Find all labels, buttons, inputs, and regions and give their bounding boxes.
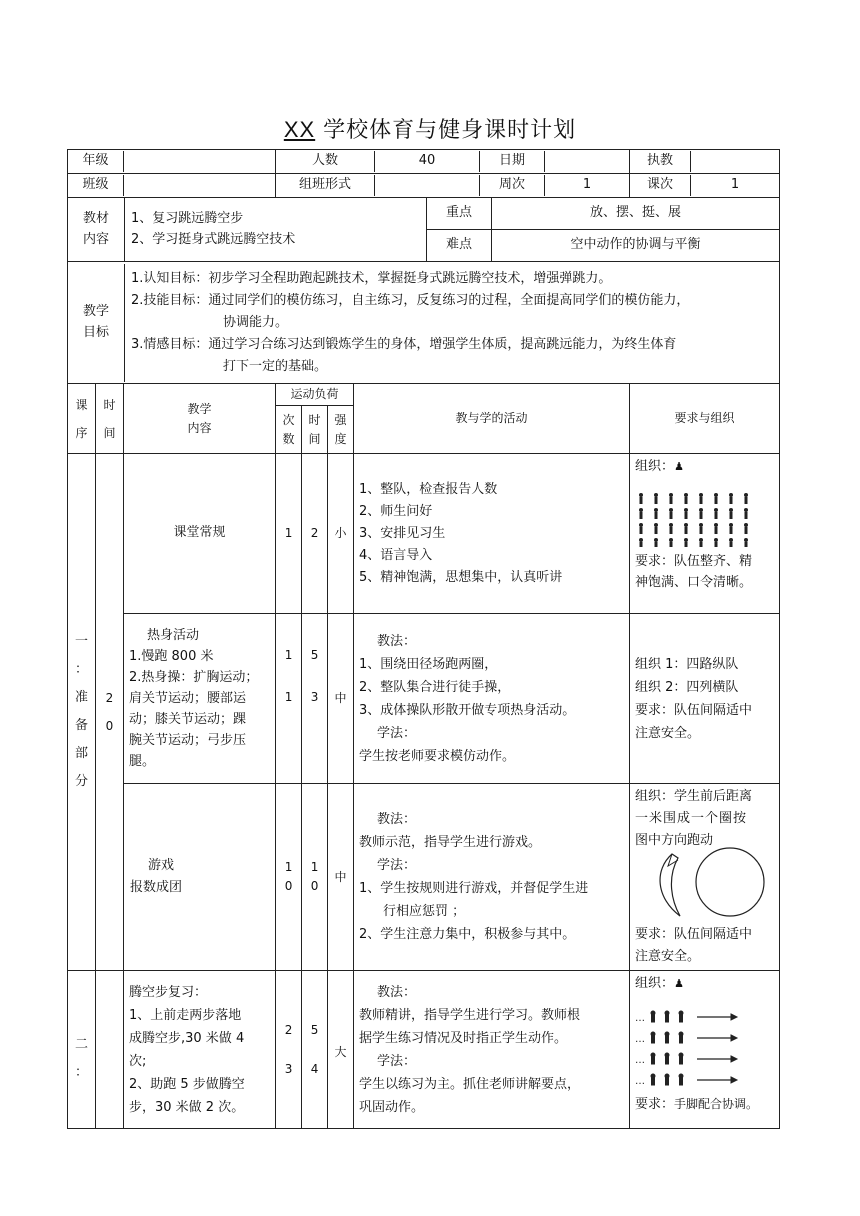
duration-value: 1 0 bbox=[302, 784, 328, 971]
key-value: 放、摆、挺、展 bbox=[492, 198, 780, 229]
form-value bbox=[375, 175, 480, 195]
duration-value: 2 bbox=[302, 454, 328, 614]
teacher-value bbox=[691, 151, 780, 171]
requirements-cell: 组织 1：四路纵队 组织 2：四列横队 要求：队伍间隔适中 注意安全。 bbox=[630, 614, 780, 784]
student-figure-icon bbox=[651, 1011, 655, 1015]
arrow-right-icon bbox=[731, 1077, 737, 1083]
relay-formation-icon bbox=[635, 1007, 765, 1093]
student-figure-icon bbox=[714, 508, 718, 512]
requirements-cell: 组织：学生前后距离 一米围成一个圈按 图中方向跑动 要求：队伍间隔适中 注意安全。 bbox=[630, 784, 780, 971]
table-row bbox=[68, 454, 780, 614]
student-figure-icon bbox=[669, 493, 673, 497]
org-label: 组织： bbox=[635, 976, 675, 991]
page-title bbox=[0, 113, 860, 144]
student-figure-icon bbox=[669, 523, 673, 527]
arrow-right-icon bbox=[731, 1056, 737, 1062]
student-figure-icon bbox=[655, 497, 658, 504]
times-value: 2 3 bbox=[276, 971, 302, 1129]
student-figure-icon bbox=[699, 493, 703, 497]
student-figure-icon bbox=[651, 1053, 655, 1057]
material-content bbox=[125, 198, 427, 261]
lesson-value: 1 bbox=[691, 175, 780, 195]
student-figure-icon bbox=[680, 1015, 683, 1022]
student-figure-icon bbox=[685, 512, 688, 519]
content-warmup: 热身活动 1.慢跑 800 米 2.热身操：扩胸运动； 肩关节运动；腰部运 动；膝关节运动；踝 腕关节运动；弓步压 腿。 bbox=[124, 614, 276, 784]
student-figure-icon bbox=[655, 542, 658, 547]
difficulty-label: 难点 bbox=[427, 229, 492, 261]
teacher-figure-icon: ♟ bbox=[674, 460, 684, 473]
student-figure-icon bbox=[652, 1057, 655, 1064]
student-formation-icon bbox=[635, 489, 765, 547]
col-phase: 课 序 bbox=[68, 384, 96, 454]
ellipsis-icon: … bbox=[635, 1034, 646, 1045]
time-cell-2 bbox=[96, 971, 124, 1129]
col-activities: 教与学的活动 bbox=[354, 384, 630, 454]
student-figure-icon bbox=[729, 523, 733, 527]
student-figure-icon bbox=[699, 523, 703, 527]
student-figure-icon bbox=[730, 497, 733, 504]
material-item: 2、学习挺身式跳远腾空技术 bbox=[131, 231, 296, 247]
goal-line: 1.认知目标：初步学习全程助跑起跳技术，掌握挺身式跳远腾空技术，增强弹跳力。 bbox=[131, 270, 612, 286]
student-figure-icon bbox=[679, 1053, 683, 1057]
col-intensity: 强 度 bbox=[328, 406, 354, 454]
student-figure-icon bbox=[715, 527, 718, 534]
grade-label: 年级 bbox=[82, 153, 109, 169]
activities-cell: 1、整队，检查报告人数 2、师生问好 3、安排见习生 4、语言导入 5、精神饱满，思想集中，认真听讲 bbox=[354, 454, 630, 614]
student-figure-icon bbox=[685, 497, 688, 504]
teacher-label: 执教 bbox=[647, 153, 674, 169]
student-figure-icon bbox=[729, 493, 733, 497]
goal-line: 3.情感目标：通过学习合练习达到锻炼学生的身体，增强学生体质，提高跳远能力，为终生体育 bbox=[131, 336, 677, 352]
student-figure-icon bbox=[654, 523, 658, 527]
key-label: 重点 bbox=[445, 205, 472, 221]
times-value: 1 0 bbox=[276, 784, 302, 971]
times-value: 1 bbox=[276, 454, 302, 614]
student-figure-icon bbox=[655, 527, 658, 534]
difficulty-value: 空中动作的协调与平衡 bbox=[492, 229, 780, 261]
student-figure-icon bbox=[680, 1078, 683, 1085]
student-figure-icon bbox=[640, 497, 643, 504]
goals-content bbox=[125, 264, 780, 382]
time-cell-1: 2 0 bbox=[96, 454, 124, 971]
circle-run-diagram-icon bbox=[644, 846, 780, 918]
col-load: 运动负荷 bbox=[276, 384, 354, 406]
student-figure-icon bbox=[670, 527, 673, 534]
student-figure-icon bbox=[652, 1078, 655, 1085]
requirements-cell: 组织：♟ 要求：队伍整齐、精 神饱满、口令清晰。 bbox=[630, 454, 780, 614]
student-figure-icon bbox=[639, 538, 643, 542]
student-figure-icon bbox=[666, 1078, 669, 1085]
org-label: 组织： bbox=[635, 459, 675, 474]
student-figure-icon bbox=[714, 523, 718, 527]
student-figure-icon bbox=[670, 497, 673, 504]
student-figure-icon bbox=[639, 508, 643, 512]
col-times: 次 数 bbox=[276, 406, 302, 454]
student-figure-icon bbox=[729, 508, 733, 512]
student-figure-icon bbox=[665, 1053, 669, 1057]
student-figure-icon bbox=[666, 1015, 669, 1022]
student-figure-icon bbox=[666, 1057, 669, 1064]
goals-label: 教学 目标 bbox=[82, 304, 109, 340]
student-figure-icon bbox=[685, 527, 688, 534]
student-figure-icon bbox=[745, 542, 748, 547]
student-figure-icon bbox=[730, 527, 733, 534]
student-figure-icon bbox=[700, 512, 703, 519]
student-figure-icon bbox=[665, 1032, 669, 1036]
student-figure-icon bbox=[715, 512, 718, 519]
duration-value: 5 4 bbox=[302, 971, 328, 1129]
student-figure-icon bbox=[640, 512, 643, 519]
req-label: 要求： bbox=[635, 1097, 675, 1112]
student-figure-icon bbox=[669, 508, 673, 512]
col-requirements: 要求与组织 bbox=[630, 384, 780, 454]
student-figure-icon bbox=[654, 493, 658, 497]
student-figure-icon bbox=[729, 538, 733, 542]
col-duration: 时 间 bbox=[302, 406, 328, 454]
lesson-label: 课次 bbox=[647, 177, 674, 193]
intensity-value: 中 bbox=[328, 784, 354, 971]
student-figure-icon bbox=[639, 493, 643, 497]
intensity-value: 大 bbox=[328, 971, 354, 1129]
student-figure-icon bbox=[744, 508, 748, 512]
material-label: 教材 内容 bbox=[82, 211, 109, 247]
material-row bbox=[68, 198, 780, 262]
date-label: 日期 bbox=[480, 151, 545, 171]
table-row bbox=[68, 784, 780, 971]
student-figure-icon bbox=[714, 493, 718, 497]
grade-value bbox=[124, 151, 276, 171]
student-figure-icon bbox=[652, 1015, 655, 1022]
student-figure-icon bbox=[654, 538, 658, 542]
student-figure-icon bbox=[680, 1057, 683, 1064]
student-figure-icon bbox=[670, 512, 673, 519]
student-figure-icon bbox=[715, 497, 718, 504]
count-label: 人数 bbox=[312, 153, 339, 169]
lesson-plan-table bbox=[67, 149, 780, 1129]
student-figure-icon bbox=[730, 512, 733, 519]
student-figure-icon bbox=[745, 527, 748, 534]
table-row bbox=[68, 614, 780, 784]
student-figure-icon bbox=[654, 508, 658, 512]
student-figure-icon bbox=[744, 493, 748, 497]
student-figure-icon bbox=[679, 1074, 683, 1078]
student-figure-icon bbox=[640, 542, 643, 547]
student-figure-icon bbox=[655, 512, 658, 519]
student-figure-icon bbox=[700, 542, 703, 547]
activities-cell: 教法： 教师示范，指导学生进行游戏。 学法： 1、学生按规则进行游戏，并督促学生进 行相应惩罚 ； 2、学生注意力集中，积极参与其中。 bbox=[354, 784, 630, 971]
col-time: 时 间 bbox=[96, 384, 124, 454]
class-label: 班级 bbox=[82, 177, 109, 193]
ellipsis-icon: … bbox=[635, 1055, 646, 1066]
student-figure-icon bbox=[670, 542, 673, 547]
goals-row bbox=[68, 262, 780, 384]
activities-cell: 教法： 1、围绕田径场跑两圈， 2、整队集合进行徒手操， 3、成体操队形散开做专项热身活动。 学法： 学生按老师要求模仿动作。 bbox=[354, 614, 630, 784]
activities-cell: 教法： 教师精讲，指导学生进行学习。教师根 据学生练习情况及时指正学生动作。 学法： 学生以练习为主。抓住老师讲解要点， 巩固动作。 bbox=[354, 971, 630, 1129]
form-label: 组班形式 bbox=[299, 177, 352, 193]
week-value: 1 bbox=[545, 175, 630, 195]
date-value bbox=[545, 151, 630, 171]
teacher-figure-icon: ♟ bbox=[674, 977, 684, 990]
phase-cell-1: 一 ： 准 备 部 分 bbox=[68, 454, 96, 971]
goal-line: 打下一定的基础。 bbox=[223, 358, 328, 374]
phase-cell-2: 二 ： bbox=[68, 971, 96, 1129]
school-name-placeholder: XX bbox=[283, 117, 316, 142]
student-figure-icon bbox=[685, 542, 688, 547]
intensity-value: 小 bbox=[328, 454, 354, 614]
student-figure-icon bbox=[684, 508, 688, 512]
ellipsis-icon: … bbox=[635, 1013, 646, 1024]
content-game: 游戏 报数成团 bbox=[124, 784, 276, 971]
student-figure-icon bbox=[745, 512, 748, 519]
arrow-right-icon bbox=[731, 1014, 737, 1020]
ellipsis-icon: … bbox=[635, 1076, 646, 1087]
times-value: 1 1 bbox=[276, 614, 302, 784]
student-figure-icon bbox=[651, 1032, 655, 1036]
student-figure-icon bbox=[669, 538, 673, 542]
requirements-cell bbox=[630, 971, 780, 1129]
arrow-right-icon bbox=[731, 1035, 737, 1041]
student-figure-icon bbox=[651, 1074, 655, 1078]
student-figure-icon bbox=[652, 1036, 655, 1043]
intensity-value: 中 bbox=[328, 614, 354, 784]
table-row bbox=[68, 971, 780, 1129]
week-label: 周次 bbox=[480, 175, 545, 195]
student-figure-icon bbox=[744, 523, 748, 527]
student-figure-icon bbox=[744, 538, 748, 542]
student-figure-icon bbox=[730, 542, 733, 547]
student-figure-icon bbox=[700, 527, 703, 534]
student-figure-icon bbox=[684, 493, 688, 497]
count-value: 40 bbox=[375, 151, 480, 171]
student-figure-icon bbox=[745, 497, 748, 504]
student-figure-icon bbox=[700, 497, 703, 504]
student-figure-icon bbox=[684, 523, 688, 527]
title-text: 学校体育与健身课时计划 bbox=[323, 118, 577, 143]
student-figure-icon bbox=[684, 538, 688, 542]
student-figure-icon bbox=[665, 1074, 669, 1078]
column-header-row bbox=[68, 384, 780, 406]
student-figure-icon bbox=[639, 523, 643, 527]
student-figure-icon bbox=[699, 538, 703, 542]
header-row-1 bbox=[68, 150, 780, 174]
material-item: 1、复习跳远腾空步 bbox=[131, 211, 244, 227]
student-figure-icon bbox=[699, 508, 703, 512]
content-classroom-routine: 课堂常规 bbox=[124, 454, 276, 614]
student-figure-icon bbox=[715, 542, 718, 547]
student-figure-icon bbox=[679, 1011, 683, 1015]
student-figure-icon bbox=[665, 1011, 669, 1015]
goal-line: 协调能力。 bbox=[223, 314, 289, 330]
student-figure-icon bbox=[666, 1036, 669, 1043]
col-content: 教学 内容 bbox=[124, 384, 276, 454]
content-aerial-step: 腾空步复习： 1、上前走两步落地 成腾空步,30 米做 4 次; 2、助跑 5 步做腾空 步，30 米做 2 次。 bbox=[124, 971, 276, 1129]
duration-value: 5 3 bbox=[302, 614, 328, 784]
class-value bbox=[124, 175, 276, 195]
student-figure-icon bbox=[680, 1036, 683, 1043]
req-text: 手脚配合协调。 bbox=[674, 1097, 759, 1111]
student-figure-icon bbox=[679, 1032, 683, 1036]
header-row-2 bbox=[68, 174, 780, 198]
student-figure-icon bbox=[640, 527, 643, 534]
student-figure-icon bbox=[714, 538, 718, 542]
goal-line: 2.技能目标：通过同学们的模仿练习，自主练习，反复练习的过程，全面提高同学们的模仿能力， bbox=[131, 292, 690, 308]
